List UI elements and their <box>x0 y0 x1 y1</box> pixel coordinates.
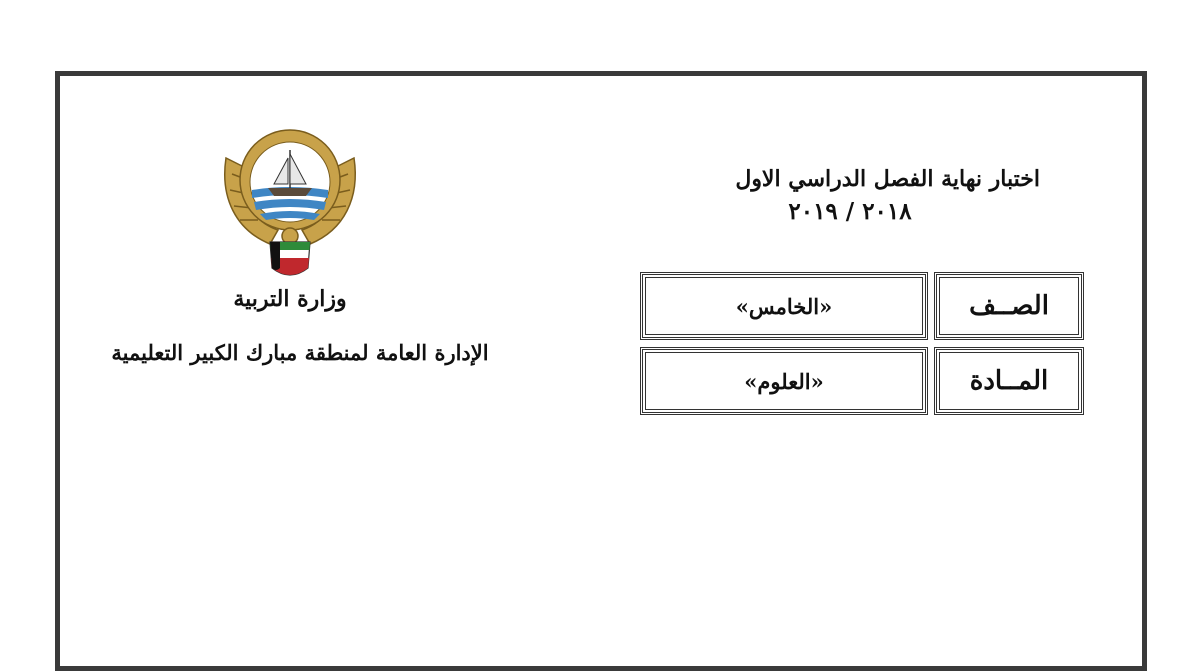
kuwait-emblem-icon <box>218 118 362 282</box>
grade-label: الصــف <box>969 291 1049 321</box>
grade-value: «الخامس» <box>735 293 833 319</box>
exam-title: اختبار نهاية الفصل الدراسي الاول <box>735 166 1040 192</box>
subject-label-box <box>934 347 1084 415</box>
exam-year: ٢٠١٨ / ٢٠١٩ <box>788 198 912 225</box>
grade-value-box <box>640 272 928 340</box>
subject-label: المــادة <box>969 366 1049 396</box>
ministry-name: وزارة التربية <box>233 286 347 312</box>
directorate-name: الإدارة العامة لمنطقة مبارك الكبير التعليمية <box>111 340 489 365</box>
grade-label-box <box>934 272 1084 340</box>
subject-value: «العلوم» <box>744 368 824 394</box>
subject-value-box <box>640 347 928 415</box>
